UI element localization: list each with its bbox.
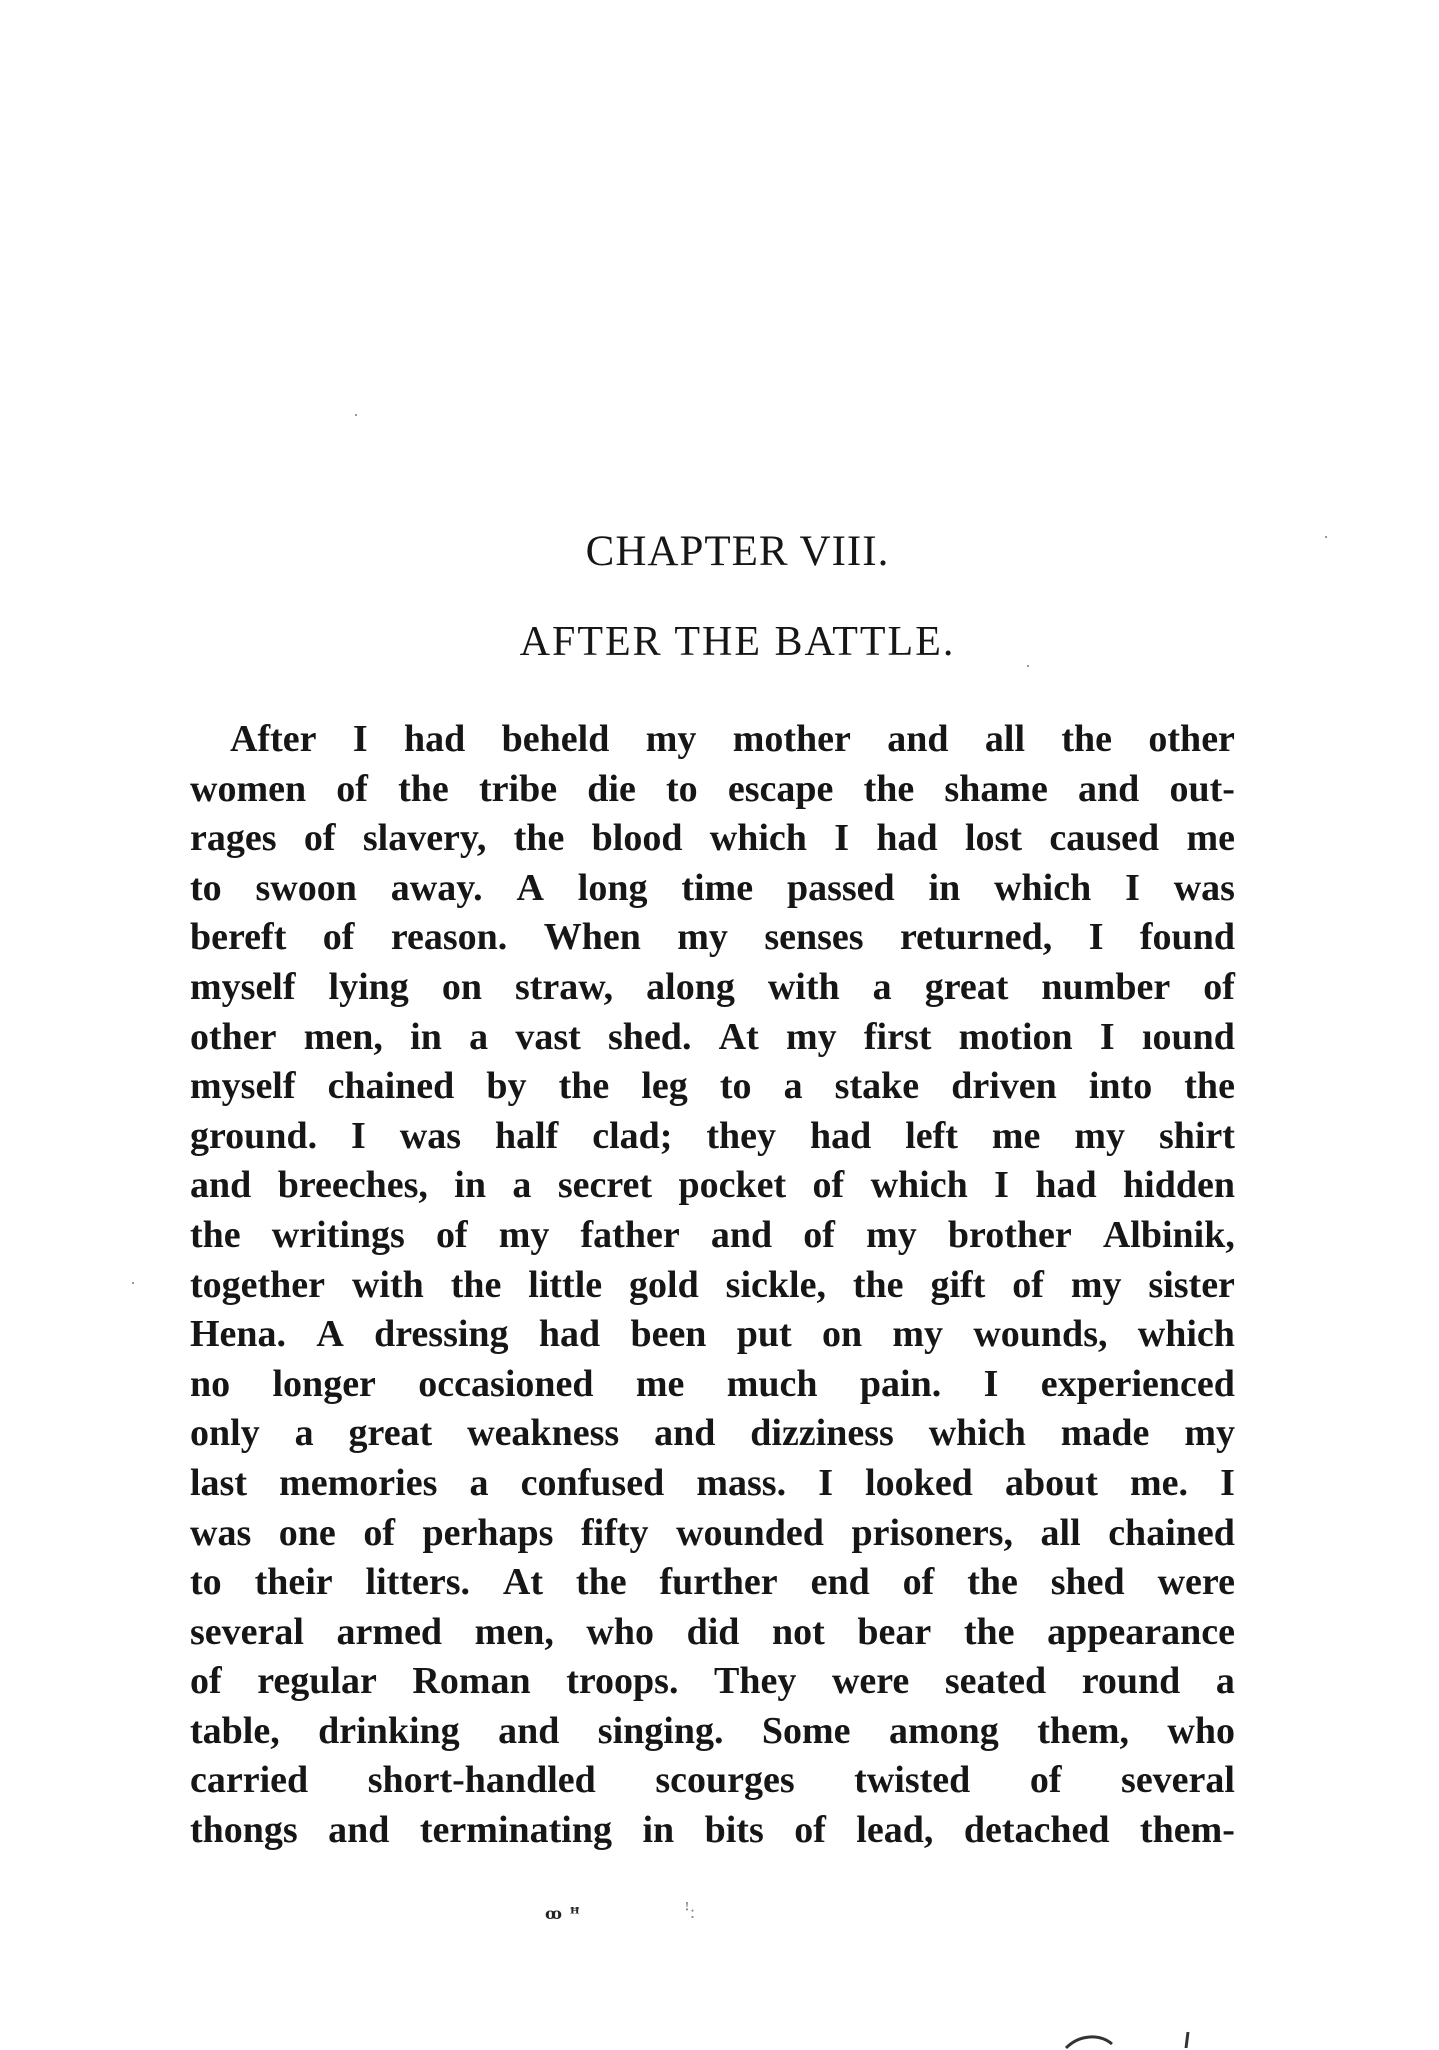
- word: thongs: [190, 1809, 298, 1852]
- word: the: [1061, 718, 1113, 760]
- word: about: [1004, 1461, 1098, 1504]
- word: my: [1074, 1114, 1125, 1157]
- word: of: [322, 916, 355, 959]
- text-line: [190, 913, 1235, 963]
- word: which: [870, 1164, 968, 1207]
- word: I: [352, 718, 368, 760]
- word: Some: [761, 1709, 851, 1752]
- text-line: [190, 1261, 1235, 1311]
- word: escape: [727, 767, 834, 810]
- word: several: [1121, 1759, 1235, 1802]
- text-line: [190, 715, 1235, 765]
- word: did: [686, 1610, 740, 1653]
- word: last: [190, 1461, 247, 1504]
- word: my: [677, 916, 728, 959]
- word: At: [502, 1561, 544, 1604]
- word: blood: [591, 817, 683, 860]
- word: were: [831, 1660, 910, 1703]
- word: lying: [328, 965, 409, 1008]
- word: troops.: [566, 1660, 679, 1703]
- word: had: [876, 817, 938, 860]
- word: were: [1157, 1561, 1235, 1604]
- word: appearance: [1047, 1610, 1235, 1653]
- word: in: [642, 1809, 675, 1852]
- text-line: [190, 1062, 1235, 1112]
- word: all: [984, 718, 1026, 760]
- word: weakness: [467, 1412, 620, 1455]
- word: passed: [786, 866, 895, 909]
- word: singing.: [597, 1709, 724, 1752]
- word: of: [303, 817, 336, 860]
- word: leg: [641, 1065, 688, 1108]
- word: memories: [279, 1461, 438, 1504]
- text-line: [190, 1112, 1235, 1162]
- word: die: [587, 767, 636, 810]
- word: regular: [257, 1660, 377, 1703]
- paper-speck: [132, 1282, 134, 1284]
- word: sickle,: [725, 1263, 826, 1306]
- word: the: [558, 1065, 610, 1108]
- word: returned,: [899, 916, 1053, 959]
- word: fifty: [581, 1511, 649, 1554]
- word: their: [254, 1561, 333, 1604]
- word: confused: [520, 1461, 665, 1504]
- word: into: [1088, 1065, 1153, 1108]
- word: mother: [732, 718, 851, 760]
- word: prisoners,: [851, 1511, 1013, 1554]
- word: they: [706, 1114, 777, 1157]
- word: them-: [1139, 1809, 1235, 1852]
- word: out-: [1169, 767, 1235, 810]
- word: straw,: [514, 965, 614, 1008]
- word: who: [586, 1610, 654, 1653]
- word: and: [498, 1709, 560, 1752]
- text-line: [190, 1013, 1235, 1063]
- word: great: [924, 965, 1009, 1008]
- text-line: [190, 1608, 1235, 1658]
- word: sister: [1148, 1263, 1235, 1306]
- word: pain.: [859, 1362, 942, 1405]
- word: with: [351, 1263, 424, 1306]
- word: further: [659, 1561, 778, 1604]
- word: looked: [865, 1461, 973, 1504]
- word: number: [1041, 965, 1171, 1008]
- body-text: [190, 715, 1235, 1856]
- text-line: [190, 814, 1235, 864]
- word: me.: [1130, 1461, 1189, 1504]
- word: among: [888, 1709, 999, 1752]
- word: along: [646, 965, 735, 1008]
- word: long: [577, 866, 648, 909]
- word: of: [1012, 1263, 1044, 1306]
- word: much: [726, 1362, 818, 1405]
- word: of: [812, 1164, 845, 1207]
- word: breeches,: [277, 1164, 428, 1207]
- word: women: [190, 767, 307, 810]
- word: table,: [190, 1709, 280, 1752]
- word: been: [630, 1313, 707, 1356]
- word: shirt: [1158, 1114, 1235, 1157]
- word: had: [809, 1114, 872, 1157]
- word: the: [190, 1213, 241, 1256]
- word: to: [666, 767, 698, 810]
- word: gift: [930, 1263, 986, 1306]
- word: rages: [190, 817, 277, 860]
- word: men,: [474, 1610, 554, 1653]
- word: little: [528, 1263, 603, 1306]
- word: them,: [1037, 1709, 1129, 1752]
- word: tribe: [478, 767, 558, 810]
- word: brother: [947, 1213, 1072, 1256]
- word: I: [351, 1114, 366, 1157]
- word: twisted: [854, 1759, 971, 1802]
- word: a: [469, 1461, 489, 1504]
- word: When: [543, 916, 641, 959]
- word: with: [767, 965, 840, 1008]
- word: my: [1184, 1412, 1235, 1455]
- word: of: [1203, 965, 1235, 1008]
- word: the: [967, 1561, 1018, 1604]
- word: in: [454, 1164, 486, 1207]
- word: of: [363, 1511, 395, 1554]
- word: men,: [303, 1015, 383, 1058]
- word: dizziness: [750, 1412, 894, 1455]
- word: of: [1029, 1759, 1062, 1802]
- word: a: [1215, 1660, 1235, 1703]
- word: to: [190, 1561, 222, 1604]
- word: away.: [390, 866, 483, 909]
- word: was: [190, 1511, 252, 1554]
- word: and: [190, 1164, 252, 1207]
- word: They: [714, 1660, 797, 1703]
- word: and: [710, 1213, 773, 1256]
- word: perhaps: [422, 1511, 554, 1554]
- word: all: [1040, 1511, 1081, 1554]
- word: had: [404, 718, 466, 760]
- word: mass.: [696, 1461, 787, 1504]
- word: in: [410, 1015, 442, 1058]
- footer-mark-faint: ꜝ:: [684, 1902, 695, 1922]
- footer-printer-mark: ꝏ ꟸ: [545, 1906, 582, 1923]
- word: slavery,: [362, 817, 487, 860]
- word: and: [1078, 767, 1140, 810]
- word: senses: [764, 916, 864, 959]
- text-line: [190, 1409, 1235, 1459]
- word: not: [772, 1610, 825, 1653]
- word: my: [498, 1213, 550, 1256]
- word: I: [983, 1362, 999, 1405]
- word: shame: [944, 767, 1048, 810]
- word: gold: [629, 1263, 699, 1306]
- word: I: [834, 817, 850, 860]
- word: a: [783, 1065, 803, 1108]
- word: and: [887, 718, 949, 760]
- word: the: [963, 1610, 1015, 1653]
- word: put: [736, 1313, 792, 1356]
- word: wounds,: [973, 1313, 1108, 1356]
- word: hidden: [1123, 1164, 1235, 1207]
- word: who: [1167, 1709, 1235, 1752]
- text-line: [190, 1806, 1235, 1856]
- word: my: [645, 718, 697, 760]
- word: of: [803, 1213, 835, 1256]
- word: father: [580, 1213, 680, 1256]
- word: At: [718, 1015, 759, 1058]
- text-line: [190, 1310, 1235, 1360]
- paper-speck: [1027, 665, 1029, 667]
- word: shed.: [608, 1015, 692, 1058]
- corner-scrap-mark: [1060, 2030, 1220, 2050]
- word: chained: [327, 1065, 455, 1108]
- word: Roman: [412, 1660, 531, 1703]
- word: bits: [704, 1809, 764, 1852]
- word: Albinik,: [1102, 1213, 1235, 1256]
- word: first: [863, 1015, 932, 1058]
- word: ground.: [190, 1114, 318, 1157]
- word: the: [513, 817, 565, 860]
- word: on: [821, 1313, 863, 1356]
- word: was: [1173, 866, 1235, 909]
- word: I: [1088, 916, 1104, 959]
- word: lost: [965, 817, 1022, 860]
- paper-speck: [355, 414, 357, 416]
- word: and: [328, 1809, 390, 1852]
- text-line: [190, 1657, 1235, 1707]
- word: end: [810, 1561, 870, 1604]
- text-line: [190, 1558, 1235, 1608]
- word: occasioned: [418, 1362, 594, 1405]
- word: which: [994, 866, 1092, 909]
- text-line: [190, 1509, 1235, 1559]
- word: the: [575, 1561, 627, 1604]
- word: me: [991, 1114, 1041, 1157]
- word: of: [336, 767, 368, 810]
- word: a: [294, 1412, 314, 1455]
- text-line: [190, 1707, 1235, 1757]
- word: the: [450, 1263, 502, 1306]
- paper-speck: [1325, 536, 1327, 538]
- word: I: [994, 1164, 1009, 1207]
- word: a: [872, 965, 892, 1008]
- word: together: [190, 1263, 326, 1306]
- word: my: [786, 1015, 837, 1058]
- word: had: [1035, 1164, 1097, 1207]
- word: which: [928, 1412, 1026, 1455]
- word: my: [866, 1213, 917, 1256]
- word: bear: [857, 1610, 932, 1653]
- word: myself: [190, 965, 296, 1008]
- text-line: [190, 1360, 1235, 1410]
- word: the: [1184, 1065, 1235, 1108]
- word: clad;: [592, 1114, 673, 1157]
- word: me: [1186, 817, 1235, 860]
- word: my: [1070, 1263, 1122, 1306]
- word: by: [486, 1065, 527, 1108]
- word: the: [863, 767, 915, 810]
- word: terminating: [419, 1809, 612, 1852]
- chapter-number: CHAPTER VIII.: [585, 528, 890, 575]
- word: I: [818, 1461, 833, 1504]
- chapter-title: AFTER THE BATTLE.: [519, 619, 956, 665]
- word: writings: [271, 1213, 405, 1256]
- word: vast: [515, 1015, 581, 1058]
- word: in: [928, 866, 961, 909]
- word: drinking: [318, 1709, 460, 1752]
- word: bereft: [190, 916, 287, 959]
- word: reason.: [390, 916, 508, 959]
- word: Hena.: [190, 1313, 287, 1356]
- text-line: [190, 864, 1235, 914]
- word: of: [794, 1809, 826, 1852]
- word: secret: [557, 1164, 653, 1207]
- word: of: [190, 1660, 222, 1703]
- text-line: [190, 1161, 1235, 1211]
- word: litters.: [365, 1561, 470, 1604]
- word: several: [190, 1610, 304, 1653]
- word: my: [892, 1313, 944, 1356]
- word: motion: [958, 1015, 1073, 1058]
- text-line: [190, 1459, 1235, 1509]
- word: short-handled: [367, 1759, 596, 1802]
- word: a: [512, 1164, 532, 1207]
- word: seated: [944, 1660, 1047, 1703]
- word: a: [469, 1015, 489, 1058]
- word: chained: [1108, 1511, 1235, 1554]
- word: shed: [1050, 1561, 1125, 1604]
- word: made: [1060, 1412, 1150, 1455]
- word: dressing: [374, 1313, 509, 1356]
- word: on: [441, 965, 482, 1008]
- word: had: [538, 1313, 601, 1356]
- word: pocket: [678, 1164, 787, 1207]
- word: caused: [1049, 817, 1160, 860]
- word: scourges: [655, 1759, 795, 1802]
- word: ıound: [1141, 1015, 1235, 1058]
- word: I: [1125, 866, 1140, 909]
- word: I: [1220, 1461, 1235, 1504]
- word: other: [190, 1015, 277, 1058]
- word: me: [635, 1362, 685, 1405]
- word: beheld: [501, 718, 610, 760]
- word: other: [1148, 718, 1235, 760]
- word: to: [190, 866, 222, 909]
- word: was: [399, 1114, 461, 1157]
- word: experienced: [1040, 1362, 1235, 1405]
- word: which: [1137, 1313, 1235, 1356]
- word: round: [1081, 1660, 1181, 1703]
- word: of: [902, 1561, 935, 1604]
- word: one: [278, 1511, 336, 1554]
- word: no: [190, 1362, 231, 1405]
- word: which: [709, 817, 807, 860]
- word: left: [905, 1114, 958, 1157]
- word: myself: [190, 1065, 296, 1108]
- word: the: [852, 1263, 904, 1306]
- word: stake: [834, 1065, 920, 1108]
- text-line: [190, 1756, 1235, 1806]
- word: of: [435, 1213, 468, 1256]
- word: half: [494, 1114, 559, 1157]
- word: time: [681, 866, 754, 909]
- word: driven: [951, 1065, 1057, 1108]
- word: only: [190, 1412, 260, 1455]
- word: A: [316, 1313, 344, 1356]
- word: After: [230, 718, 317, 760]
- text-line: [190, 1211, 1235, 1261]
- word: A: [516, 866, 544, 909]
- word: lead,: [856, 1809, 934, 1852]
- word: wounded: [676, 1511, 824, 1554]
- text-line: [190, 963, 1235, 1013]
- word: carried: [190, 1759, 309, 1802]
- text-line: [190, 765, 1235, 815]
- word: great: [348, 1412, 433, 1455]
- word: I: [1099, 1015, 1115, 1058]
- word: longer: [272, 1362, 376, 1405]
- word: the: [398, 767, 449, 810]
- word: detached: [963, 1809, 1110, 1852]
- word: and: [654, 1412, 716, 1455]
- word: found: [1139, 916, 1235, 959]
- word: swoon: [255, 866, 357, 909]
- word: armed: [336, 1610, 443, 1653]
- word: to: [719, 1065, 752, 1108]
